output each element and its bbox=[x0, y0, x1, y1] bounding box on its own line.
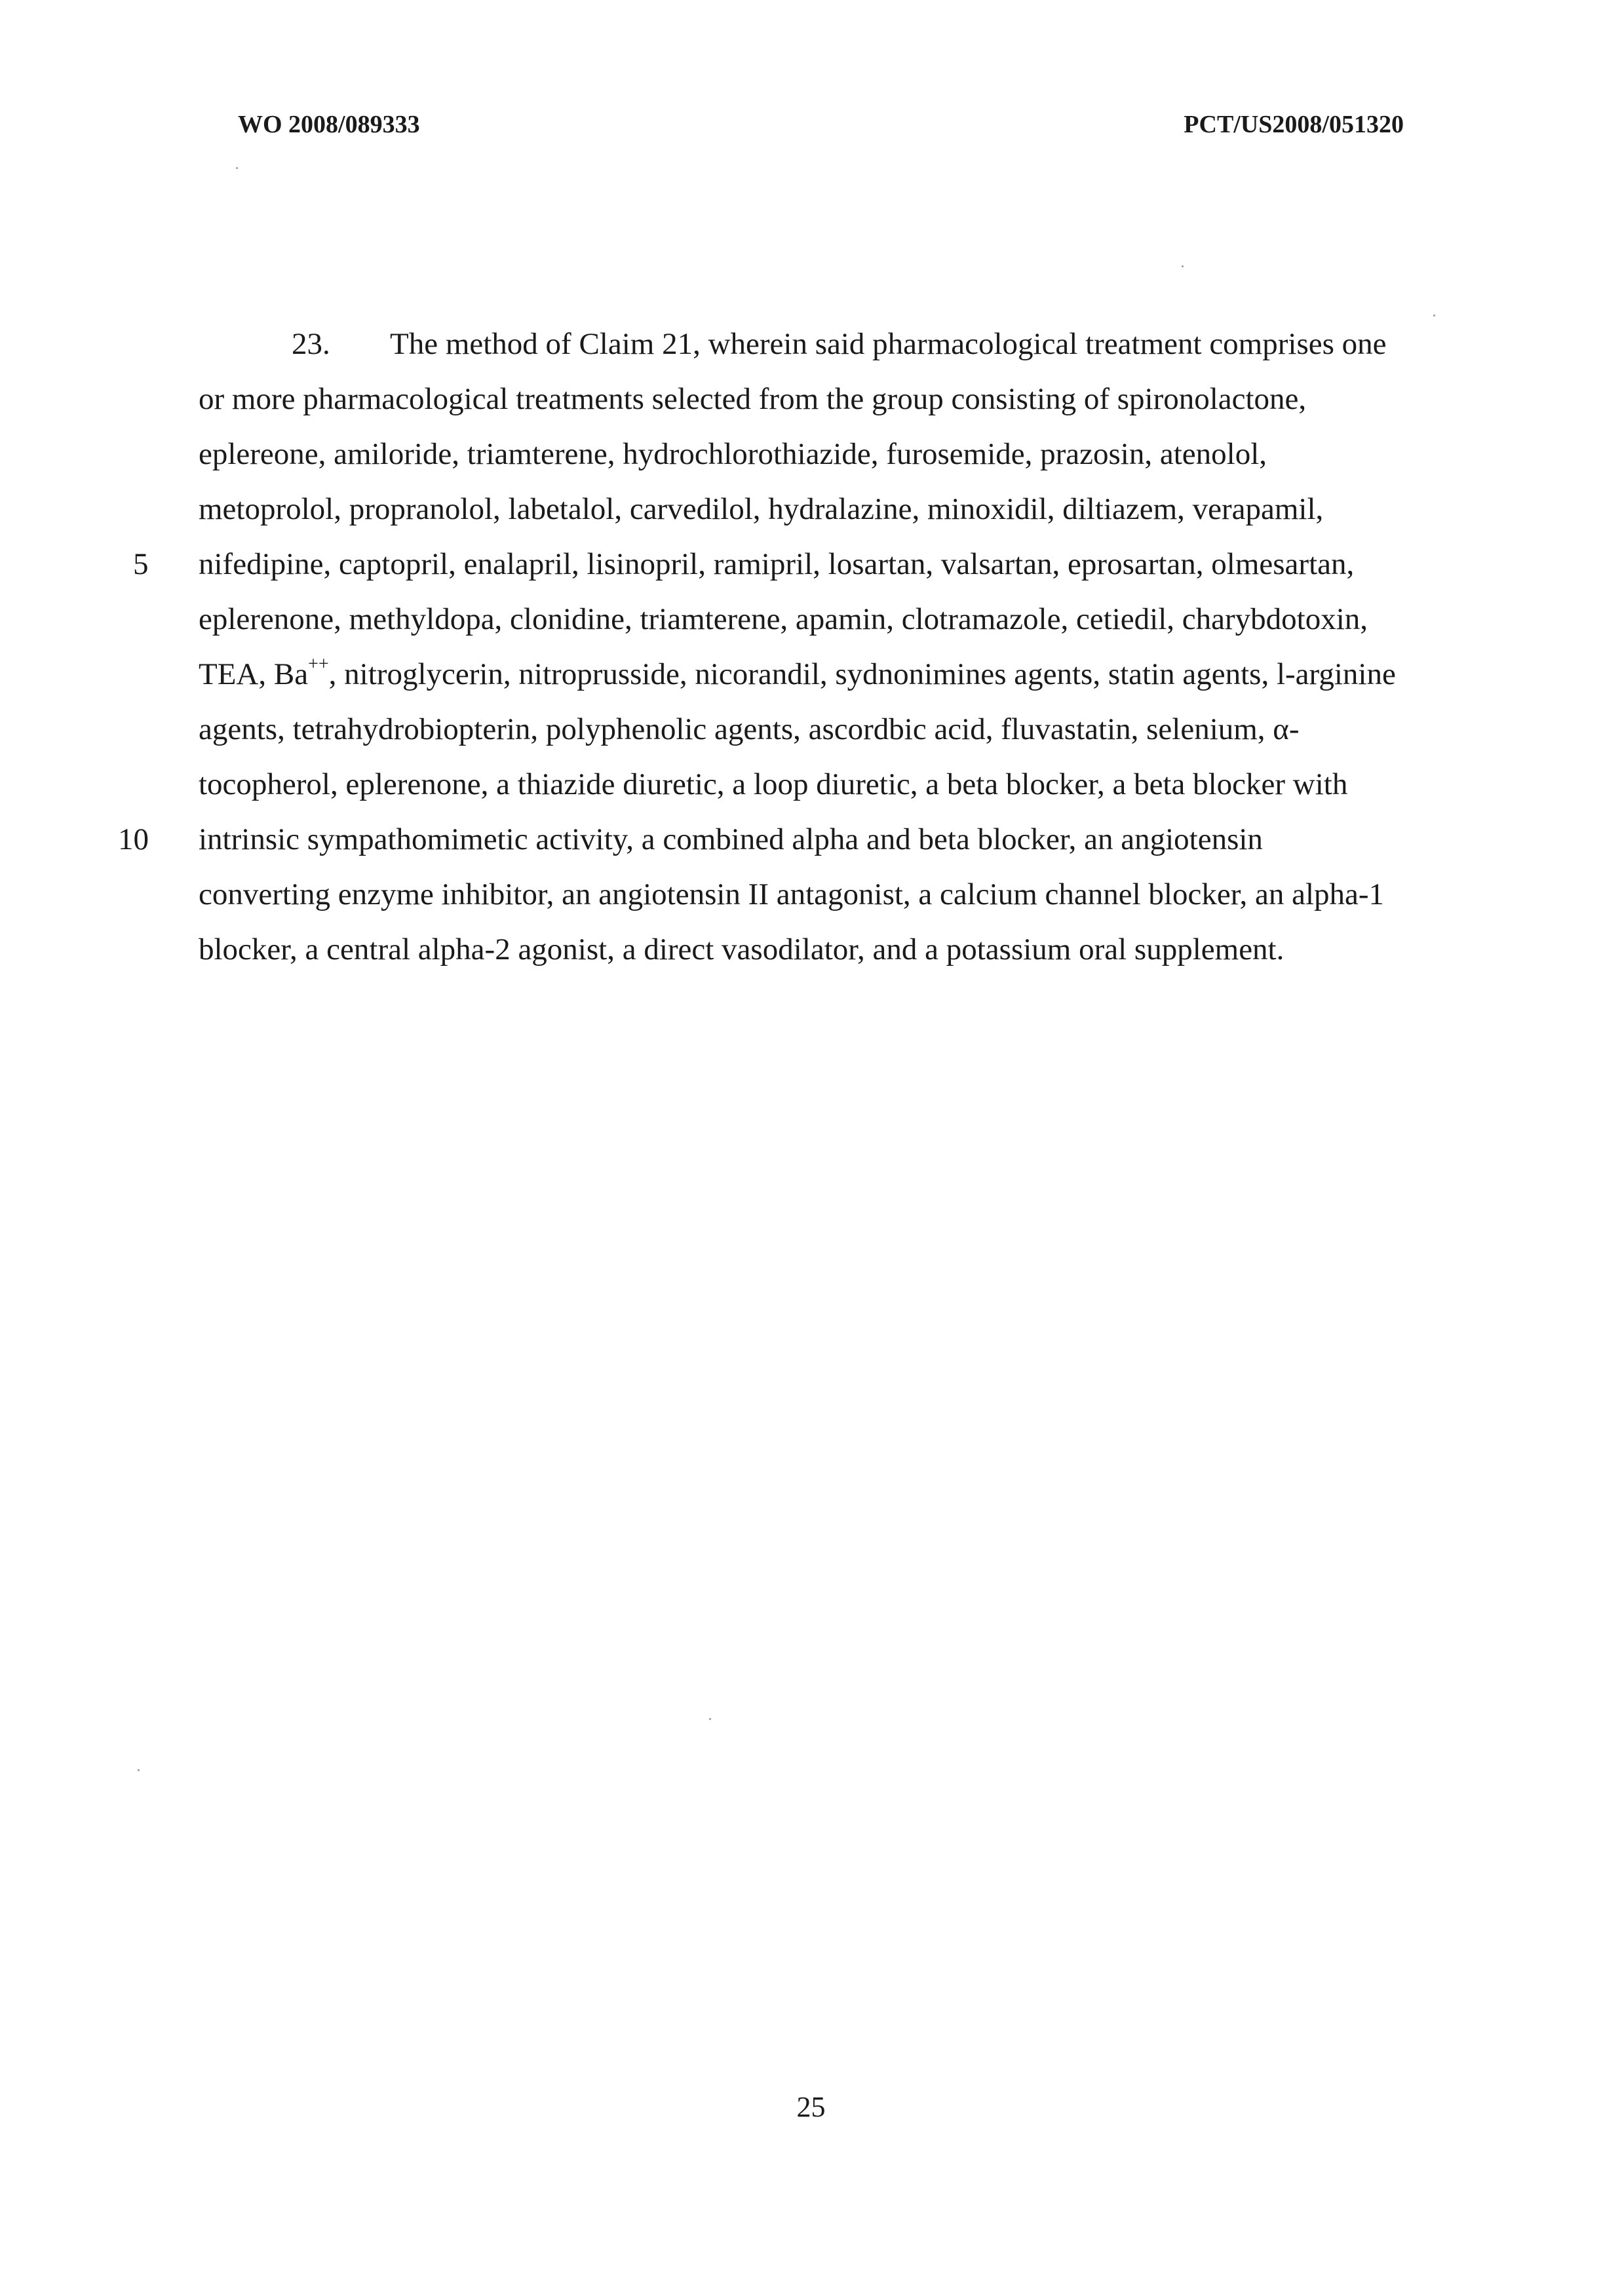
claim-number: 23. bbox=[292, 327, 330, 361]
page-number: 25 bbox=[796, 2091, 826, 2123]
claim-text-line-4: metoprolol, propranolol, labetalol, carvedilol, hydralazine, minoxidil, diltiazem, verapamil, bbox=[199, 492, 1324, 526]
publication-number: WO 2008/089333 bbox=[238, 111, 420, 138]
claim-text-line-8: agents, tetrahydrobiopterin, polyphenolic agents, ascordbic acid, fluvastatin, selenium, α- bbox=[199, 712, 1300, 746]
scan-speck bbox=[1182, 265, 1184, 267]
claim-text-line-7-start: TEA, Ba bbox=[199, 657, 309, 691]
scan-speck bbox=[236, 167, 238, 169]
claim-text-line-10: intrinsic sympathomimetic activity, a combined alpha and beta blocker, an angiotensin bbox=[199, 822, 1263, 856]
barium-charge-superscript: ++ bbox=[308, 654, 329, 674]
claim-text-line-2: or more pharmacological treatments selected from the group consisting of spironolactone, bbox=[199, 382, 1307, 416]
claim-text-line-5: nifedipine, captopril, enalapril, lisinopril, ramipril, losartan, valsartan, eprosartan, olmesartan, bbox=[199, 547, 1355, 581]
claim-text-line-3: eplereone, amiloride, triamterene, hydrochlorothiazide, furosemide, prazosin, atenolol, bbox=[199, 437, 1267, 471]
claim-text-line-12: blocker, a central alpha-2 agonist, a direct vasodilator, and a potassium oral supplement. bbox=[199, 932, 1284, 966]
claim-text-line-6: eplerenone, methyldopa, clonidine, triamterene, apamin, clotramazole, cetiedil, charybdotoxin, bbox=[199, 602, 1368, 636]
claim-text-line-1: The method of Claim 21, wherein said pharmacological treatment comprises one bbox=[390, 327, 1387, 361]
application-number: PCT/US2008/051320 bbox=[1184, 111, 1404, 138]
claim-text-line-7-end: , nitroglycerin, nitroprusside, nicorandil, sydnonimines agents, statin agents, l-arginine bbox=[328, 657, 1396, 691]
line-number-10: 10 bbox=[118, 822, 149, 856]
scan-speck bbox=[1433, 315, 1435, 316]
claim-text-line-11: converting enzyme inhibitor, an angiotensin II antagonist, a calcium channel blocker, an alpha-1 bbox=[199, 877, 1385, 911]
scan-speck bbox=[138, 1769, 140, 1771]
line-number-5: 5 bbox=[133, 547, 149, 581]
claim-text-line-7 bbox=[199, 654, 1396, 691]
claim-text-line-9: tocopherol, eplerenone, a thiazide diuretic, a loop diuretic, a beta blocker, a beta blocker with bbox=[199, 767, 1348, 801]
scan-speck bbox=[709, 1718, 711, 1720]
